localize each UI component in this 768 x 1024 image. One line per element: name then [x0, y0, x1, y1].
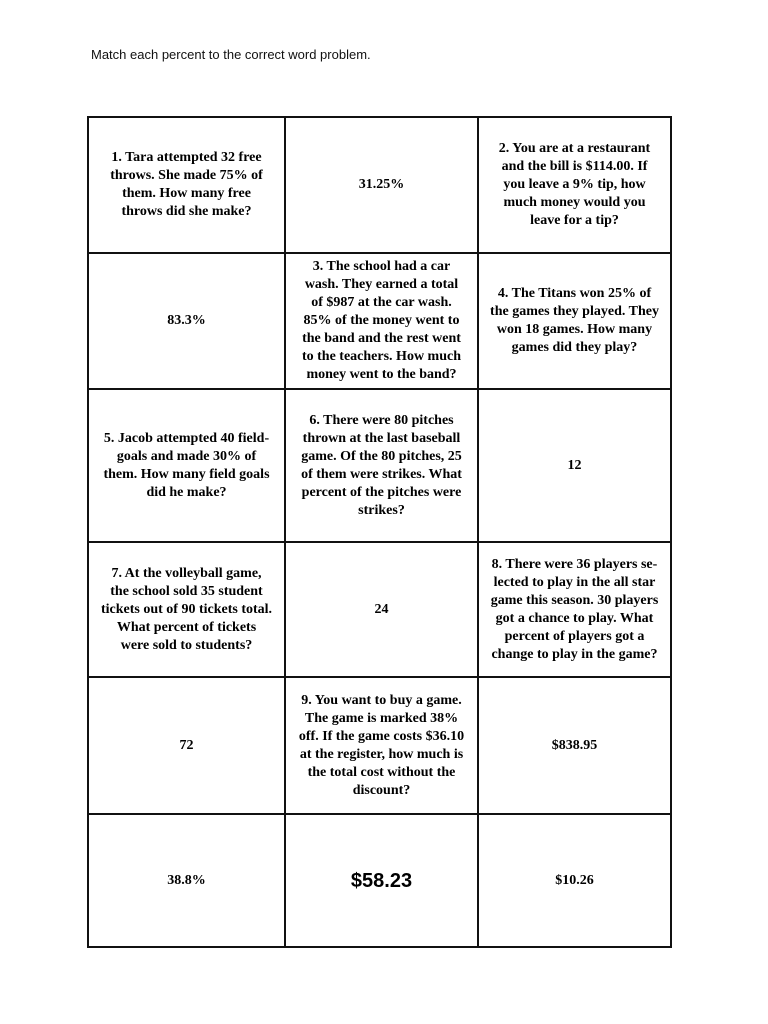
card-problem-9[interactable]: [284, 676, 479, 815]
card-answer[interactable]: [477, 388, 672, 543]
card-text: 2. You are at a restaurant and the bill is $114.00. If you leave a 9% tip, how much money would you leave for a tip?: [498, 141, 651, 228]
card-text: 1. Tara attempted 32 free throws. She made 75% of them. How many free throws did she make?: [110, 150, 263, 219]
card-answer[interactable]: [284, 116, 479, 254]
card-answer[interactable]: [87, 252, 286, 390]
card-text: 7. At the volleyball game, the school sold 35 student tickets out of 90 tickets total. What percent of tickets were sold to students?: [100, 565, 273, 653]
card-text: $10.26: [555, 872, 594, 888]
card-text: 83.3%: [167, 313, 206, 328]
card-answer[interactable]: [87, 676, 286, 815]
card-problem-3[interactable]: [284, 252, 479, 390]
card-text: 3. The school had a car wash. They earned a total of $987 at the car wash. 85% of the money went to the band and the rest went to the teachers. How much money went to the band?: [301, 259, 462, 382]
card-problem-2[interactable]: [477, 116, 672, 254]
card-problem-8[interactable]: [477, 541, 672, 678]
card-text: 38.8%: [167, 872, 206, 888]
card-text: 24: [374, 601, 389, 617]
card-answer[interactable]: [477, 676, 672, 815]
card-problem-6[interactable]: [284, 388, 479, 543]
card-text: 9. You want to buy a game. The game is marked 38% off. If the game costs $36.10 at the register, how much is the total cost without the discount?: [298, 692, 465, 798]
card-answer[interactable]: [284, 541, 479, 678]
card-text: 72: [179, 737, 194, 753]
card-text: 31.25%: [358, 177, 405, 192]
instructions-text: Match each percent to the correct word problem.: [91, 47, 371, 62]
card-problem-4[interactable]: [477, 252, 672, 390]
card-text: 5. Jacob attempted 40 field- goals and made 30% of them. How many field goals did he make?: [103, 430, 270, 500]
card-problem-5[interactable]: [87, 388, 286, 543]
card-problem-1[interactable]: [87, 116, 286, 254]
card-text: $838.95: [551, 737, 598, 753]
card-grid: [87, 116, 672, 948]
card-problem-7[interactable]: [87, 541, 286, 678]
card-text: 8. There were 36 players se- lected to play in the all star game this season. 30 players got a chance to play. What percent of players got a change to play in the game?: [490, 556, 659, 662]
card-text: $58.23: [350, 869, 413, 892]
card-answer[interactable]: [477, 813, 672, 948]
card-answer[interactable]: [284, 813, 479, 948]
card-answer[interactable]: [87, 813, 286, 948]
card-text: 12: [567, 457, 582, 473]
card-text: 6. There were 80 pitches thrown at the last baseball game. Of the 80 pitches, 25 of them were strikes. What percent of the pitches were strikes?: [301, 412, 462, 518]
card-text: 4. The Titans won 25% of the games they played. They won 18 games. How many games did they play?: [490, 286, 659, 355]
